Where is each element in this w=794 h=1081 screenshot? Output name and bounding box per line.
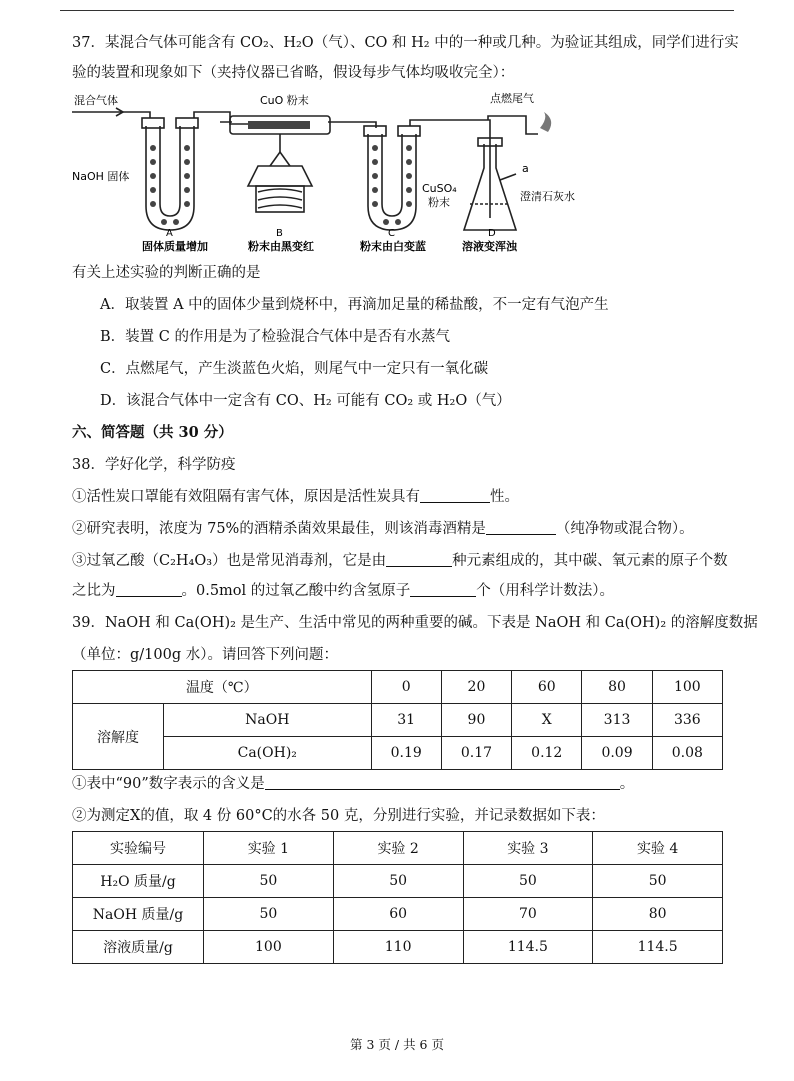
svg-text:CuO 粉末: CuO 粉末 [260,94,309,107]
experiment-table [72,831,723,964]
table-row: 实验编号 实验 1 实验 2 实验 3 实验 4 [73,832,723,865]
solubility-table [72,670,723,770]
svg-text:C: C [388,228,395,239]
header-rule [60,0,734,11]
table-row: 溶解度 NaOH 31 90 X 313 336 [73,704,723,737]
table-row: NaOH 质量/g 50 60 70 80 [73,898,723,931]
answer-blank[interactable] [486,520,556,535]
q37-stem-line1: 37．某混合气体可能含有 CO₂、H₂O（气）、CO 和 H₂ 中的一种或几种。为验证其组成，同学们进行实 [72,35,739,51]
q39-stem-line1: 39．NaOH 和 Ca(OH)₂ 是生产、生活中常见的两种重要的碱。下表是 NaOH 和 Ca(OH)₂ 的溶解度数据 [72,615,758,631]
q39-sub2: ②为测定X的值，取 4 份 60°C的水各 50 克，分别进行实验，并记录数据如下表： [72,808,605,824]
answer-blank[interactable] [116,582,182,597]
svg-text:混合气体: 混合气体 [74,94,118,107]
answer-blank[interactable] [420,488,490,503]
q37-stem-line2: 验的装置和现象如下（夹持仪器已省略，假设每步气体均吸收完全）： [72,65,515,81]
apparatus-diagram [70,88,590,256]
answer-blank[interactable] [386,552,452,567]
svg-text:固体质量增加: 固体质量增加 [142,240,208,253]
svg-text:CuSO₄: CuSO₄ [422,182,457,195]
q38-part3: ③过氧乙酸（C₂H₄O₃）也是常见消毒剂，它是由 种元素组成的，其中碳、氧元素的原子个数 [72,553,728,569]
q37-option-d: D．该混合气体中一定含有 CO、H₂ 可能有 CO₂ 或 H₂O（气） [100,393,511,409]
flame [540,112,551,132]
q38-part3-cont: 之比为 。0.5mol 的过氧乙酸中约含氢原子 个（用科学计数法）。 [72,583,615,599]
table-row: Ca(OH)₂ 0.19 0.17 0.12 0.09 0.08 [73,737,723,770]
table-row: H₂O 质量/g 50 50 50 50 [73,865,723,898]
svg-text:粉末由白变蓝: 粉末由白变蓝 [360,240,426,253]
svg-text:A: A [166,228,173,239]
svg-text:B: B [276,228,283,239]
svg-text:溶液变浑浊: 溶液变浑浊 [462,240,517,253]
table-row: 溶液质量/g 100 110 114.5 114.5 [73,931,723,964]
svg-text:粉末由黑变红: 粉末由黑变红 [248,240,314,253]
q38-part2: ②研究表明，浓度为 75%的酒精杀菌效果最佳，则该消毒酒精是 （纯净物或混合物）。 [72,521,694,537]
svg-text:点燃尾气: 点燃尾气 [490,92,534,105]
answer-blank[interactable] [265,775,620,790]
q38-title: 38．学好化学，科学防疫 [72,457,236,473]
section-heading: 六、简答题（共 30 分） [72,424,233,441]
q38-part1: ①活性炭口罩能有效阻隔有害气体，原因是活性炭具有 性。 [72,489,519,505]
table-row: 温度（℃） 0 20 60 80 100 [73,671,723,704]
svg-text:NaOH 固体: NaOH 固体 [72,170,130,183]
q39-sub1: ①表中“90”数字表示的含义是 。 [72,776,635,792]
svg-text:a: a [522,162,529,175]
q37-option-a: A．取装置 A 中的固体少量到烧杯中，再滴加足量的稀盐酸，不一定有气泡产生 [100,297,609,313]
q37-question: 有关上述实验的判断正确的是 [72,265,261,281]
q39-stem-line2: （单位：g/100g 水）。请回答下列问题： [72,647,338,663]
alcohol-lamp [248,166,312,186]
answer-blank[interactable] [410,582,476,597]
q37-option-c: C．点燃尾气，产生淡蓝色火焰，则尾气中一定只有一氧化碳 [100,361,489,377]
svg-text:澄清石灰水: 澄清石灰水 [520,190,575,203]
q37-option-b: B．装置 C 的作用是为了检验混合气体中是否有水蒸气 [100,329,450,345]
svg-text:粉末: 粉末 [428,196,450,209]
svg-text:D: D [488,228,496,239]
page-footer: 第 3 页 / 共 6 页 [350,1037,444,1052]
